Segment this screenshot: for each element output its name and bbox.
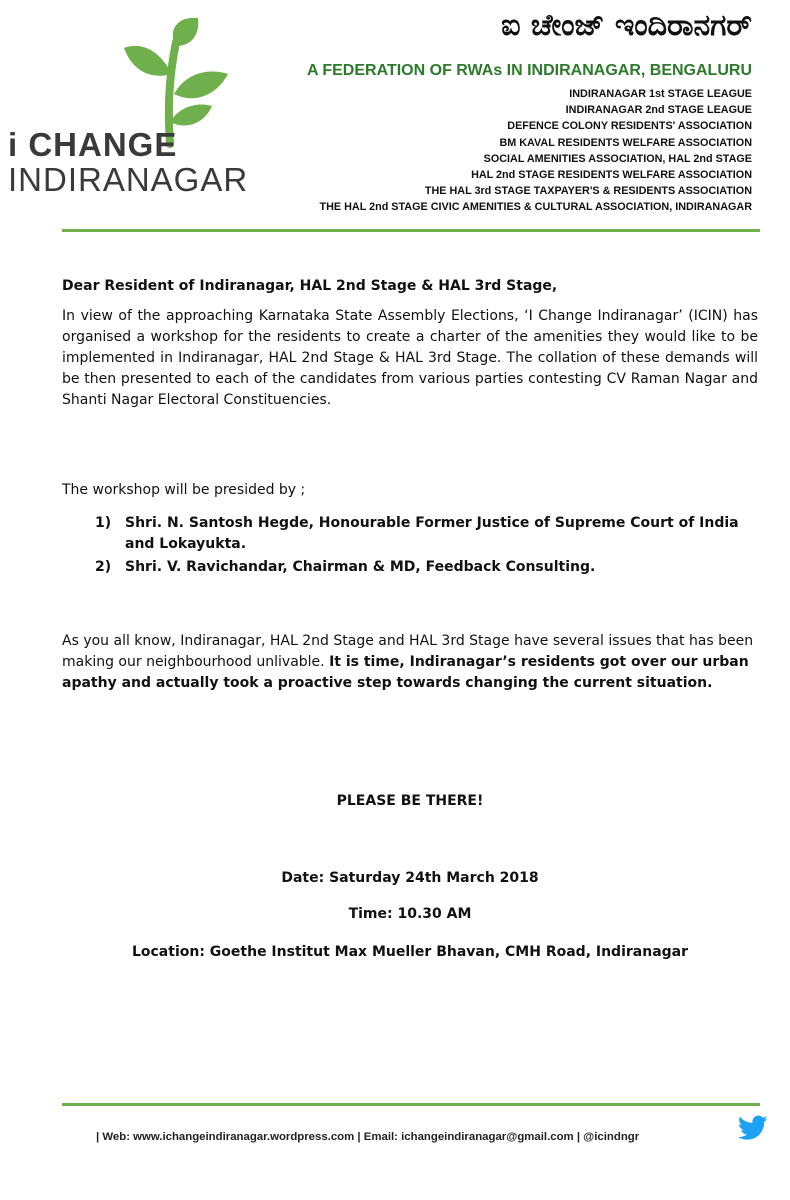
- call-to-action: PLEASE BE THERE!: [336, 793, 484, 809]
- association-item: INDIRANAGAR 2nd STAGE LEAGUE: [565, 104, 752, 117]
- footer-divider: [62, 1103, 760, 1106]
- letterhead: [0, 0, 790, 235]
- federation-title: A FEDERATION OF RWAs IN INDIRANAGAR, BENGALURU: [306, 62, 752, 79]
- list-number: 1): [95, 515, 112, 531]
- list-text: Shri. V. Ravichandar, Chairman & MD, Feedback Consulting.: [125, 559, 596, 575]
- issues-text: As you all know, Indiranagar, HAL 2nd Stage and HAL 3rd Stage have several issues that has been making our neighbourhood unlivable.: [62, 633, 754, 670]
- footer-contact: | Web: www.ichangeindiranagar.wordpress.com | Email: ichangeindiranagar@gmail.com | @icindngr: [96, 1131, 640, 1143]
- event-date: Date: Saturday 24th March 2018: [281, 870, 539, 886]
- association-item: DEFENCE COLONY RESIDENTS' ASSOCIATION: [507, 120, 752, 133]
- intro-paragraph: In view of the approaching Karnataka State Assembly Elections, ‘I Change Indiranagar’ (ICIN) has organised a workshop for the residents to create a charter of the amenities they would like to be implemented in Indiranagar, HAL 2nd Stage & HAL 3rd Stage. The collation of these demands will be then presented to each of the candidates from various parties contesting CV Raman Nagar and Shanti Nagar Electoral Constituencies.: [62, 308, 758, 408]
- association-item: INDIRANAGAR 1st STAGE LEAGUE: [569, 88, 752, 100]
- brand-logo-text: [8, 128, 248, 196]
- association-item: HAL 2nd STAGE RESIDENTS WELFARE ASSOCIATION: [471, 169, 752, 182]
- list-text: Shri. N. Santosh Hegde, Honourable Former Justice of Supreme Court of India and Lokayukta.: [125, 515, 739, 552]
- greeting: Dear Resident of Indiranagar, HAL 2nd Stage & HAL 3rd Stage,: [62, 278, 558, 294]
- presiders-list: [95, 513, 758, 580]
- association-item: BM KAVAL RESIDENTS WELFARE ASSOCIATION: [499, 136, 752, 149]
- logo-line-1: i CHANGE: [8, 126, 178, 163]
- header-divider: [62, 229, 760, 232]
- list-number: 2): [95, 559, 112, 575]
- association-item: SOCIAL AMENITIES ASSOCIATION, HAL 2nd STAGE: [483, 152, 752, 165]
- list-item: [95, 513, 758, 555]
- presided-intro: The workshop will be presided by ;: [62, 482, 306, 498]
- association-item: THE HAL 2nd STAGE CIVIC AMENITIES & CULTURAL ASSOCIATION, INDIRANAGAR: [319, 201, 752, 214]
- event-location: Location: Goethe Institut Max Mueller Bhavan, CMH Road, Indiranagar: [131, 944, 689, 960]
- association-item: THE HAL 3rd STAGE TAXPAYER'S & RESIDENTS ASSOCIATION: [424, 185, 752, 198]
- kannada-title: ಐ ಚೇಂಜ್ ಇಂದಿರಾನಗರ್: [501, 8, 752, 43]
- twitter-bird-icon[interactable]: [738, 1115, 768, 1141]
- issues-paragraph: [62, 631, 758, 694]
- event-time: Time: 10.30 AM: [348, 906, 472, 922]
- list-item: [95, 557, 758, 578]
- association-list: [320, 86, 752, 216]
- issues-emphasis: It is time, Indiranagar’s residents got over our urban apathy and actually took a proactive step towards changing the current situation.: [62, 654, 749, 691]
- logo-line-2: INDIRANAGAR: [8, 161, 249, 198]
